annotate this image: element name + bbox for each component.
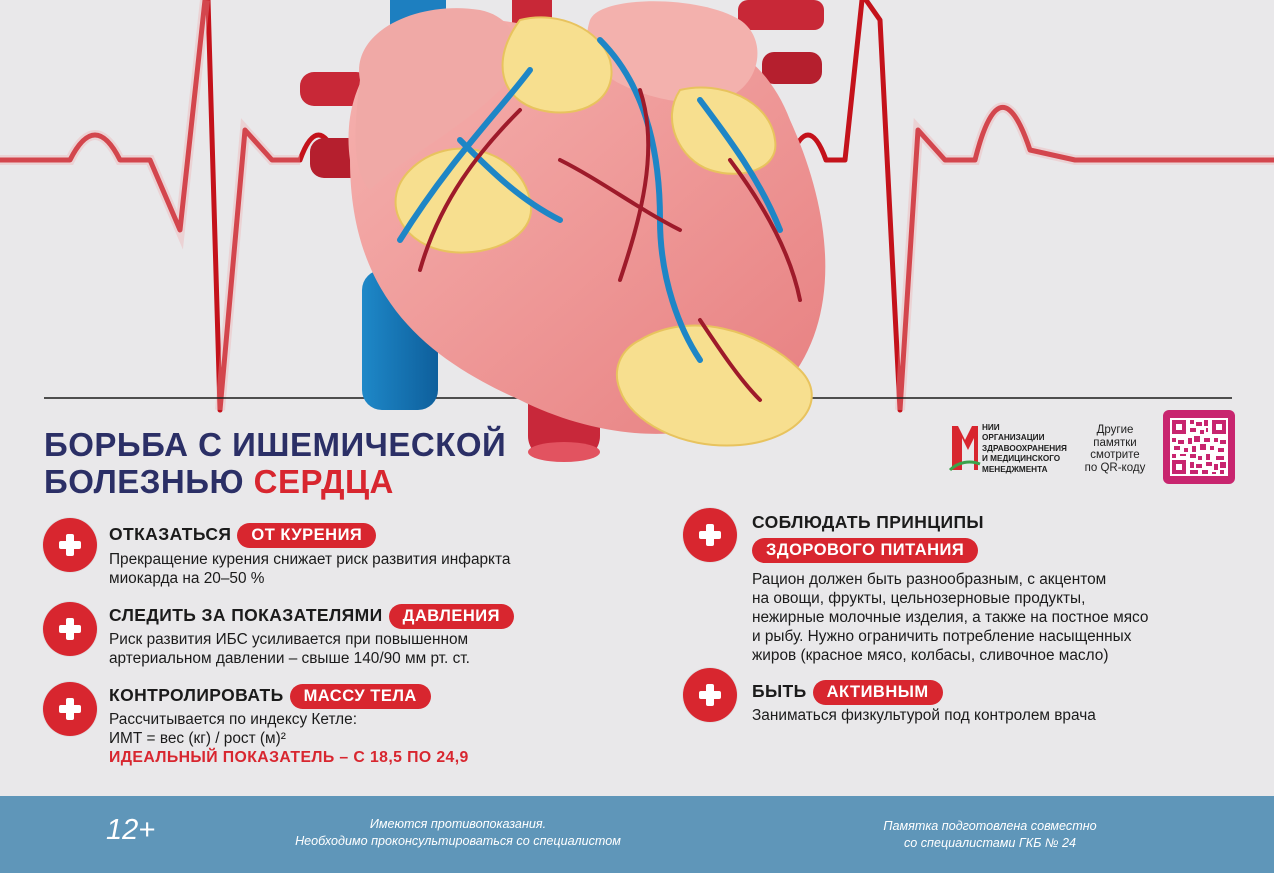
text-line: Риск развития ИБС усиливается при повышенном — [109, 631, 469, 648]
item-active-heading — [752, 679, 943, 705]
text-line: Прекращение курения снижает риск развития инфаркта — [109, 551, 511, 568]
footer-credit-line: со специалистами ГКБ № 24 — [903, 836, 1077, 850]
qr-caption-line: Другие — [1096, 424, 1134, 436]
footer-credit — [840, 818, 1140, 852]
medical-plus-icon — [683, 508, 737, 562]
logo-line: НИИ — [982, 423, 1000, 432]
page-title — [44, 426, 506, 500]
text-line: и рыбу. Нужно ограничить потребление насыщенных — [752, 628, 1132, 645]
item-smoking-badge: ОТ КУРЕНИЯ — [237, 523, 376, 548]
qr-caption-line: смотрите — [1090, 449, 1140, 461]
footer-warning — [258, 816, 658, 850]
age-rating: 12+ — [106, 814, 156, 846]
text-line: нежирные молочные изделия, а также на постное мясо — [752, 609, 1149, 626]
logo-line: МЕНЕДЖМЕНТА — [982, 464, 1048, 474]
medical-plus-icon — [43, 518, 97, 572]
medical-plus-icon — [43, 602, 97, 656]
item-active-title: БЫТЬ — [752, 681, 807, 701]
item-nutrition-title: СОБЛЮДАТЬ ПРИНЦИПЫ — [752, 512, 984, 532]
item-smoking-title: ОТКАЗАТЬСЯ — [109, 524, 232, 544]
qr-code-icon — [1170, 417, 1228, 477]
logo-line: ЗДРАВООХРАНЕНИЯ — [982, 443, 1067, 453]
item-active-text — [752, 706, 1096, 725]
text-line: артериальном давлении – свыше 140/90 мм рт. ст. — [109, 650, 470, 667]
footer-credit-line: Памятка подготовлена совместно — [883, 819, 1097, 833]
item-nutrition-text — [752, 570, 1148, 665]
item-weight-ideal: ИДЕАЛЬНЫЙ ПОКАЗАТЕЛЬ – С 18,5 ПО 24,9 — [109, 749, 469, 766]
text-line: Рассчитывается по индексу Кетле: — [109, 711, 357, 728]
text-line: миокарда на 20–50 % — [109, 570, 265, 587]
title-line-1: БОРЬБА С ИШЕМИЧЕСКОЙ — [44, 426, 507, 463]
medical-plus-icon — [43, 682, 97, 736]
item-smoking-heading — [109, 522, 376, 548]
heart-illustration — [300, 0, 825, 462]
item-nutrition-heading — [752, 537, 978, 563]
medical-plus-icon — [683, 668, 737, 722]
title-word-heart: СЕРДЦА — [253, 463, 394, 500]
item-active-badge: АКТИВНЫМ — [813, 680, 943, 705]
footer-warning-line: Имеются противопоказания. — [369, 817, 547, 831]
footer-warning-line: Необходимо проконсультироваться со специалистом — [295, 834, 621, 848]
item-weight-text — [109, 710, 357, 748]
qr-caption-line: памятки — [1093, 436, 1137, 449]
qr-caption-line: по QR-коду — [1084, 461, 1146, 474]
item-pressure-heading — [109, 603, 514, 629]
item-nutrition-badge: ЗДОРОВОГО ПИТАНИЯ — [752, 538, 978, 563]
item-weight-badge: МАССУ ТЕЛА — [290, 684, 431, 709]
text-line: ИМТ = вес (кг) / рост (м)² — [109, 730, 286, 747]
logo-line: И МЕДИЦИНСКОГО — [982, 454, 1061, 464]
text-line: Рацион должен быть разнообразным, с акцентом — [752, 571, 1107, 588]
qr-code[interactable] — [1163, 410, 1235, 484]
item-smoking-text — [109, 550, 510, 588]
item-pressure-badge: ДАВЛЕНИЯ — [389, 604, 514, 629]
item-pressure-title: СЛЕДИТЬ ЗА ПОКАЗАТЕЛЯМИ — [109, 605, 383, 625]
qr-caption — [1072, 424, 1158, 474]
title-word-disease: БОЛЕЗНЬЮ — [44, 463, 244, 500]
text-line: на овощи, фрукты, цельнозерновые продукты, — [752, 590, 1086, 607]
text-line: Заниматься физкультурой под контролем врача — [752, 707, 1096, 724]
title-line-2 — [44, 463, 506, 500]
text-line: жиров (красное мясо, колбасы, сливочное масло) — [752, 647, 1109, 664]
item-weight-title: КОНТРОЛИРОВАТЬ — [109, 685, 284, 705]
logo-line: ОРГАНИЗАЦИИ — [982, 433, 1045, 443]
item-weight-heading — [109, 683, 431, 709]
footer-bar — [0, 796, 1274, 873]
item-pressure-text — [109, 630, 470, 668]
institute-logo-text — [982, 423, 1078, 475]
